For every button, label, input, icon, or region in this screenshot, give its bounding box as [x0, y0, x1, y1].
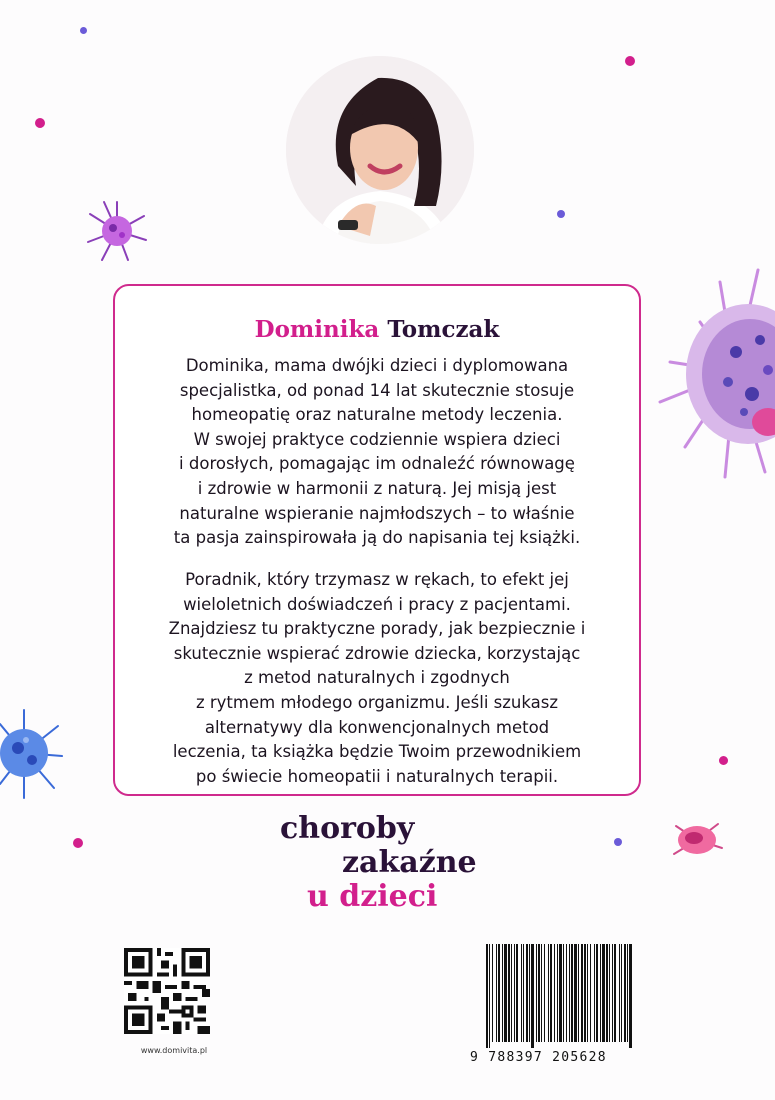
decor-dot: [557, 210, 565, 218]
author-first-name: Dominika: [254, 316, 380, 343]
barcode-bar: [569, 944, 570, 1042]
bio-line: z metod naturalnych i zgodnych: [244, 668, 510, 688]
bio-line: specjalistka, od ponad 14 lat skutecznie stosuje: [179, 380, 575, 400]
isbn-number: 9 788397 205628: [470, 1050, 607, 1065]
barcode-bar: [489, 944, 490, 1048]
bio-line: wieloletnich doświadczeń i pracy z pacjentami.: [183, 594, 571, 614]
barcode-bar: [559, 944, 562, 1042]
bio-line: po świecie homeopatii i naturalnych terapii.: [195, 766, 559, 786]
barcode-bar: [627, 944, 628, 1042]
barcode-icon: [484, 944, 636, 1048]
barcode-bar: [536, 944, 537, 1042]
barcode: [484, 944, 636, 1066]
book-title-line-3: u dzieci: [307, 879, 438, 914]
barcode-bar: [531, 944, 534, 1048]
decor-dot: [719, 756, 728, 765]
bio-line: naturalne wspieranie najmłodszych – to właśnie: [179, 503, 575, 523]
barcode-bar: [574, 944, 577, 1042]
barcode-bar: [544, 944, 545, 1042]
barcode-bar: [614, 944, 616, 1042]
barcode-bar: [557, 944, 558, 1042]
barcode-bar: [521, 944, 522, 1042]
barcode-bar: [571, 944, 573, 1042]
barcode-bar: [609, 944, 610, 1042]
barcode-bar: [548, 944, 549, 1042]
book-title-line-2: zakaźne: [342, 845, 477, 880]
author-last-name: Tomczak: [387, 316, 500, 343]
bio-line: Poradnik, który trzymasz w rękach, to efekt jej: [185, 570, 569, 589]
barcode-bar: [606, 944, 608, 1042]
barcode-bar: [619, 944, 620, 1042]
barcode-bar: [511, 944, 512, 1042]
barcode-bar: [584, 944, 586, 1042]
decor-dot: [614, 838, 622, 846]
author-bio-card: [113, 284, 641, 796]
barcode-bar: [486, 944, 488, 1048]
virus-icon: [84, 198, 150, 264]
barcode-bar: [554, 944, 555, 1042]
barcode-bar: [496, 944, 497, 1042]
decor-dot: [73, 838, 83, 848]
bio-line: z rytmem młodego organizmu. Jeśli szukasz: [195, 692, 559, 712]
bio-line: homeopatię oraz naturalne metody leczenia.: [191, 405, 563, 425]
author-name: [115, 316, 639, 343]
barcode-bar: [600, 944, 601, 1042]
decor-dot: [35, 118, 45, 128]
bio-line: alternatywy dla konwencjonalnych metod: [204, 717, 550, 737]
barcode-bar: [526, 944, 528, 1042]
barcode-bar: [541, 944, 542, 1042]
barcode-bar: [516, 944, 518, 1042]
bio-line: leczenia, ta książka będzie Twoim przewodnikiem: [172, 742, 582, 762]
bio-line: Dominika, mama dwójki dzieci i dyplomowana: [185, 356, 569, 375]
bio-paragraph-1: [145, 354, 609, 551]
bio-line: Znajdziesz tu praktyczne porady, jak bezpiecznie i: [168, 619, 586, 639]
barcode-bar: [629, 944, 632, 1048]
barcode-bar: [587, 944, 588, 1042]
decor-dot: [625, 56, 635, 66]
bio-line: i zdrowie w harmonii z naturą. Jej misją jest: [197, 478, 557, 498]
barcode-bar: [492, 944, 493, 1042]
barcode-bar: [566, 944, 567, 1042]
barcode-bar: [514, 944, 515, 1042]
barcode-bar: [612, 944, 613, 1042]
publisher-website: www.domivita.pl: [140, 1046, 208, 1055]
decor-dot: [80, 27, 87, 34]
qr-code-icon: [124, 948, 210, 1034]
bio-line: W swojej praktyce codziennie wspiera dzieci: [193, 429, 561, 449]
bio-line: skutecznie wspierać zdrowie dziecka, korzystając: [173, 643, 581, 663]
barcode-bar: [529, 944, 530, 1042]
barcode-bar: [594, 944, 595, 1042]
barcode-bar: [550, 944, 552, 1042]
barcode-bar: [498, 944, 500, 1042]
barcode-bar: [602, 944, 605, 1042]
barcode-bar: [508, 944, 510, 1042]
barcode-bar: [504, 944, 507, 1042]
barcode-bar: [581, 944, 583, 1042]
bio-line: ta pasja zainspirowała ją do napisania tej książki.: [173, 528, 581, 548]
barcode-bar: [596, 944, 598, 1042]
virus-icon: [670, 818, 724, 862]
book-title: [270, 812, 510, 914]
virus-icon: [640, 262, 775, 492]
bio-paragraph-2: [145, 568, 609, 789]
bio-line: i dorosłych, pomagając im odnaleźć równowagę: [179, 454, 575, 474]
barcode-bar: [621, 944, 622, 1042]
virus-icon: [0, 704, 66, 802]
barcode-bar: [563, 944, 564, 1042]
barcode-bar: [624, 944, 626, 1042]
barcode-bar: [538, 944, 540, 1042]
barcode-bar: [590, 944, 591, 1042]
barcode-bar: [502, 944, 503, 1042]
barcode-bar: [523, 944, 524, 1042]
barcode-bar: [578, 944, 579, 1042]
book-title-line-1: choroby: [280, 811, 415, 846]
author-portrait: [286, 56, 474, 244]
